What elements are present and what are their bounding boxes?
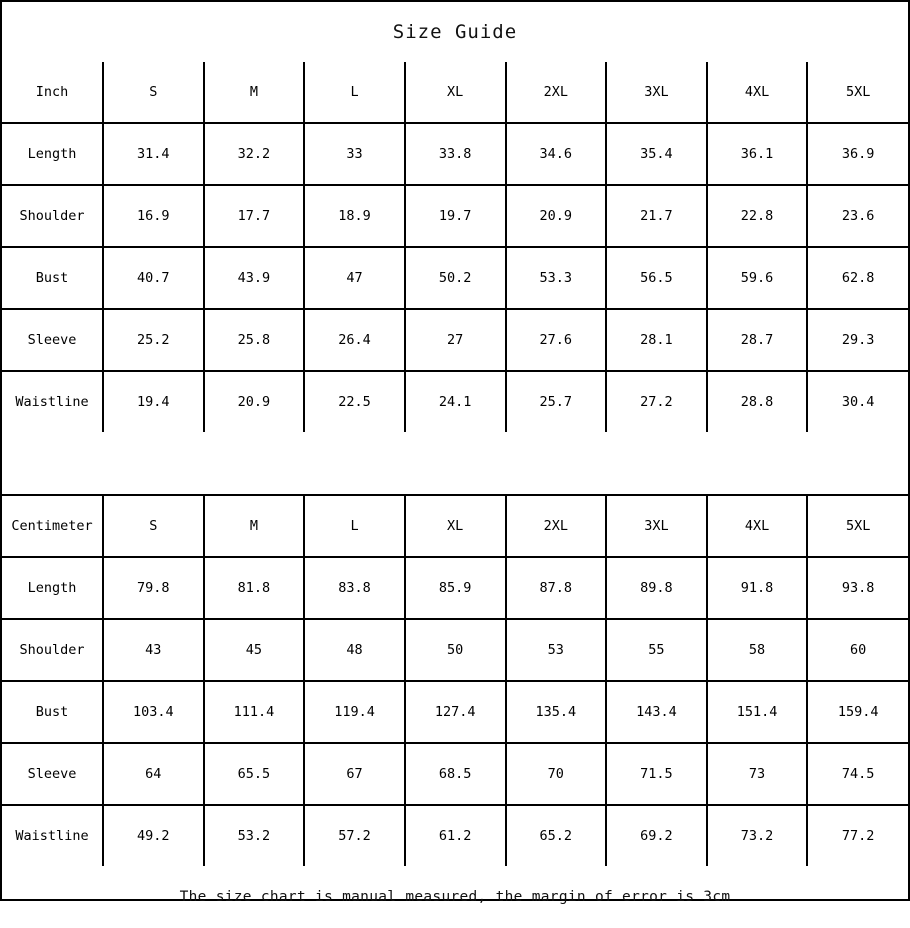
cell-cm-length-l: 83.8	[304, 557, 405, 619]
cell-cm-sleeve-xl: 68.5	[405, 743, 506, 805]
cell-inch-waistline-s: 19.4	[103, 371, 204, 432]
column-header-4xl: 4XL	[707, 62, 808, 123]
cell-cm-bust-3xl: 143.4	[606, 681, 707, 743]
cell-cm-shoulder-s: 43	[103, 619, 204, 681]
cell-cm-shoulder-3xl: 55	[606, 619, 707, 681]
cell-inch-bust-s: 40.7	[103, 247, 204, 309]
page-title: Size Guide	[392, 21, 518, 43]
cell-cm-waistline-s: 49.2	[103, 805, 204, 866]
column-header-m: M	[204, 496, 305, 557]
table-row	[2, 557, 908, 619]
column-header-2xl: 2XL	[506, 62, 607, 123]
cell-cm-length-4xl: 91.8	[707, 557, 808, 619]
table-row	[2, 371, 908, 432]
cell-cm-shoulder-xl: 50	[405, 619, 506, 681]
column-header-4xl: 4XL	[707, 496, 808, 557]
cell-inch-bust-l: 47	[304, 247, 405, 309]
cell-inch-waistline-2xl: 25.7	[506, 371, 607, 432]
cell-inch-sleeve-3xl: 28.1	[606, 309, 707, 371]
cell-inch-waistline-xl: 24.1	[405, 371, 506, 432]
column-header-5xl: 5XL	[807, 496, 908, 557]
column-header-3xl: 3XL	[606, 62, 707, 123]
row-label-waistline: Waistline	[2, 371, 103, 432]
cell-inch-waistline-3xl: 27.2	[606, 371, 707, 432]
cell-cm-length-m: 81.8	[204, 557, 305, 619]
cell-cm-sleeve-4xl: 73	[707, 743, 808, 805]
row-label-sleeve: Sleeve	[2, 309, 103, 371]
cell-cm-sleeve-5xl: 74.5	[807, 743, 908, 805]
cell-cm-waistline-5xl: 77.2	[807, 805, 908, 866]
cell-cm-bust-5xl: 159.4	[807, 681, 908, 743]
table-row	[2, 619, 908, 681]
cell-cm-bust-s: 103.4	[103, 681, 204, 743]
column-header-l: L	[304, 496, 405, 557]
cell-cm-waistline-3xl: 69.2	[606, 805, 707, 866]
cell-cm-sleeve-3xl: 71.5	[606, 743, 707, 805]
cell-cm-length-3xl: 89.8	[606, 557, 707, 619]
row-label-waistline: Waistline	[2, 805, 103, 866]
column-header-s: S	[103, 496, 204, 557]
column-header-5xl: 5XL	[807, 62, 908, 123]
cell-inch-bust-2xl: 53.3	[506, 247, 607, 309]
cell-inch-waistline-l: 22.5	[304, 371, 405, 432]
table-row	[2, 681, 908, 743]
cell-inch-length-m: 32.2	[204, 123, 305, 185]
cell-cm-bust-4xl: 151.4	[707, 681, 808, 743]
cell-cm-shoulder-m: 45	[204, 619, 305, 681]
cell-cm-length-5xl: 93.8	[807, 557, 908, 619]
cell-inch-shoulder-m: 17.7	[204, 185, 305, 247]
cell-inch-sleeve-l: 26.4	[304, 309, 405, 371]
inch-size-table	[2, 62, 908, 432]
cell-inch-shoulder-5xl: 23.6	[807, 185, 908, 247]
table-row	[2, 805, 908, 866]
cell-inch-shoulder-xl: 19.7	[405, 185, 506, 247]
table-row	[2, 309, 908, 371]
row-label-shoulder: Shoulder	[2, 619, 103, 681]
cell-inch-length-l: 33	[304, 123, 405, 185]
cell-inch-bust-3xl: 56.5	[606, 247, 707, 309]
cell-inch-waistline-m: 20.9	[204, 371, 305, 432]
cell-cm-sleeve-2xl: 70	[506, 743, 607, 805]
table-separator	[2, 432, 908, 496]
cell-inch-length-xl: 33.8	[405, 123, 506, 185]
table-header-row	[2, 496, 908, 557]
cell-inch-bust-xl: 50.2	[405, 247, 506, 309]
cell-inch-length-2xl: 34.6	[506, 123, 607, 185]
cell-inch-shoulder-4xl: 22.8	[707, 185, 808, 247]
cell-inch-length-4xl: 36.1	[707, 123, 808, 185]
footer-note: The size chart is manual measured, the margin of error is 3cm	[179, 889, 731, 905]
column-header-m: M	[204, 62, 305, 123]
centimeter-size-table	[2, 496, 908, 866]
cell-inch-shoulder-s: 16.9	[103, 185, 204, 247]
table-row	[2, 247, 908, 309]
cell-cm-bust-xl: 127.4	[405, 681, 506, 743]
cell-inch-shoulder-2xl: 20.9	[506, 185, 607, 247]
cell-inch-sleeve-4xl: 28.7	[707, 309, 808, 371]
cell-inch-length-5xl: 36.9	[807, 123, 908, 185]
centimeter-table-wrapper	[2, 496, 908, 866]
cell-inch-sleeve-2xl: 27.6	[506, 309, 607, 371]
cell-cm-waistline-4xl: 73.2	[707, 805, 808, 866]
cell-cm-waistline-xl: 61.2	[405, 805, 506, 866]
table-row	[2, 185, 908, 247]
row-label-length: Length	[2, 123, 103, 185]
row-label-sleeve: Sleeve	[2, 743, 103, 805]
cell-cm-sleeve-s: 64	[103, 743, 204, 805]
cell-cm-bust-m: 111.4	[204, 681, 305, 743]
cell-cm-shoulder-l: 48	[304, 619, 405, 681]
inch-table-wrapper	[2, 62, 908, 432]
cell-inch-sleeve-5xl: 29.3	[807, 309, 908, 371]
row-label-length: Length	[2, 557, 103, 619]
table-row	[2, 123, 908, 185]
column-header-l: L	[304, 62, 405, 123]
cell-cm-bust-2xl: 135.4	[506, 681, 607, 743]
cell-cm-shoulder-5xl: 60	[807, 619, 908, 681]
cell-cm-waistline-2xl: 65.2	[506, 805, 607, 866]
column-header-xl: XL	[405, 62, 506, 123]
cell-inch-bust-m: 43.9	[204, 247, 305, 309]
cell-inch-shoulder-l: 18.9	[304, 185, 405, 247]
row-label-bust: Bust	[2, 247, 103, 309]
row-label-bust: Bust	[2, 681, 103, 743]
cell-cm-sleeve-m: 65.5	[204, 743, 305, 805]
cell-inch-shoulder-3xl: 21.7	[606, 185, 707, 247]
cell-inch-sleeve-xl: 27	[405, 309, 506, 371]
column-header-s: S	[103, 62, 204, 123]
cell-cm-bust-l: 119.4	[304, 681, 405, 743]
cell-inch-waistline-4xl: 28.8	[707, 371, 808, 432]
unit-header-inch: Inch	[2, 62, 103, 123]
cell-inch-waistline-5xl: 30.4	[807, 371, 908, 432]
cell-inch-bust-4xl: 59.6	[707, 247, 808, 309]
cell-inch-length-3xl: 35.4	[606, 123, 707, 185]
column-header-3xl: 3XL	[606, 496, 707, 557]
row-label-shoulder: Shoulder	[2, 185, 103, 247]
cell-inch-sleeve-m: 25.8	[204, 309, 305, 371]
column-header-xl: XL	[405, 496, 506, 557]
cell-cm-waistline-m: 53.2	[204, 805, 305, 866]
table-header-row	[2, 62, 908, 123]
cell-cm-shoulder-4xl: 58	[707, 619, 808, 681]
cell-cm-waistline-l: 57.2	[304, 805, 405, 866]
unit-header-centimeter: Centimeter	[2, 496, 103, 557]
cell-cm-length-2xl: 87.8	[506, 557, 607, 619]
cell-cm-shoulder-2xl: 53	[506, 619, 607, 681]
cell-cm-sleeve-l: 67	[304, 743, 405, 805]
cell-cm-length-xl: 85.9	[405, 557, 506, 619]
cell-inch-sleeve-s: 25.2	[103, 309, 204, 371]
cell-inch-bust-5xl: 62.8	[807, 247, 908, 309]
column-header-2xl: 2XL	[506, 496, 607, 557]
cell-cm-length-s: 79.8	[103, 557, 204, 619]
table-row	[2, 743, 908, 805]
cell-inch-length-s: 31.4	[103, 123, 204, 185]
